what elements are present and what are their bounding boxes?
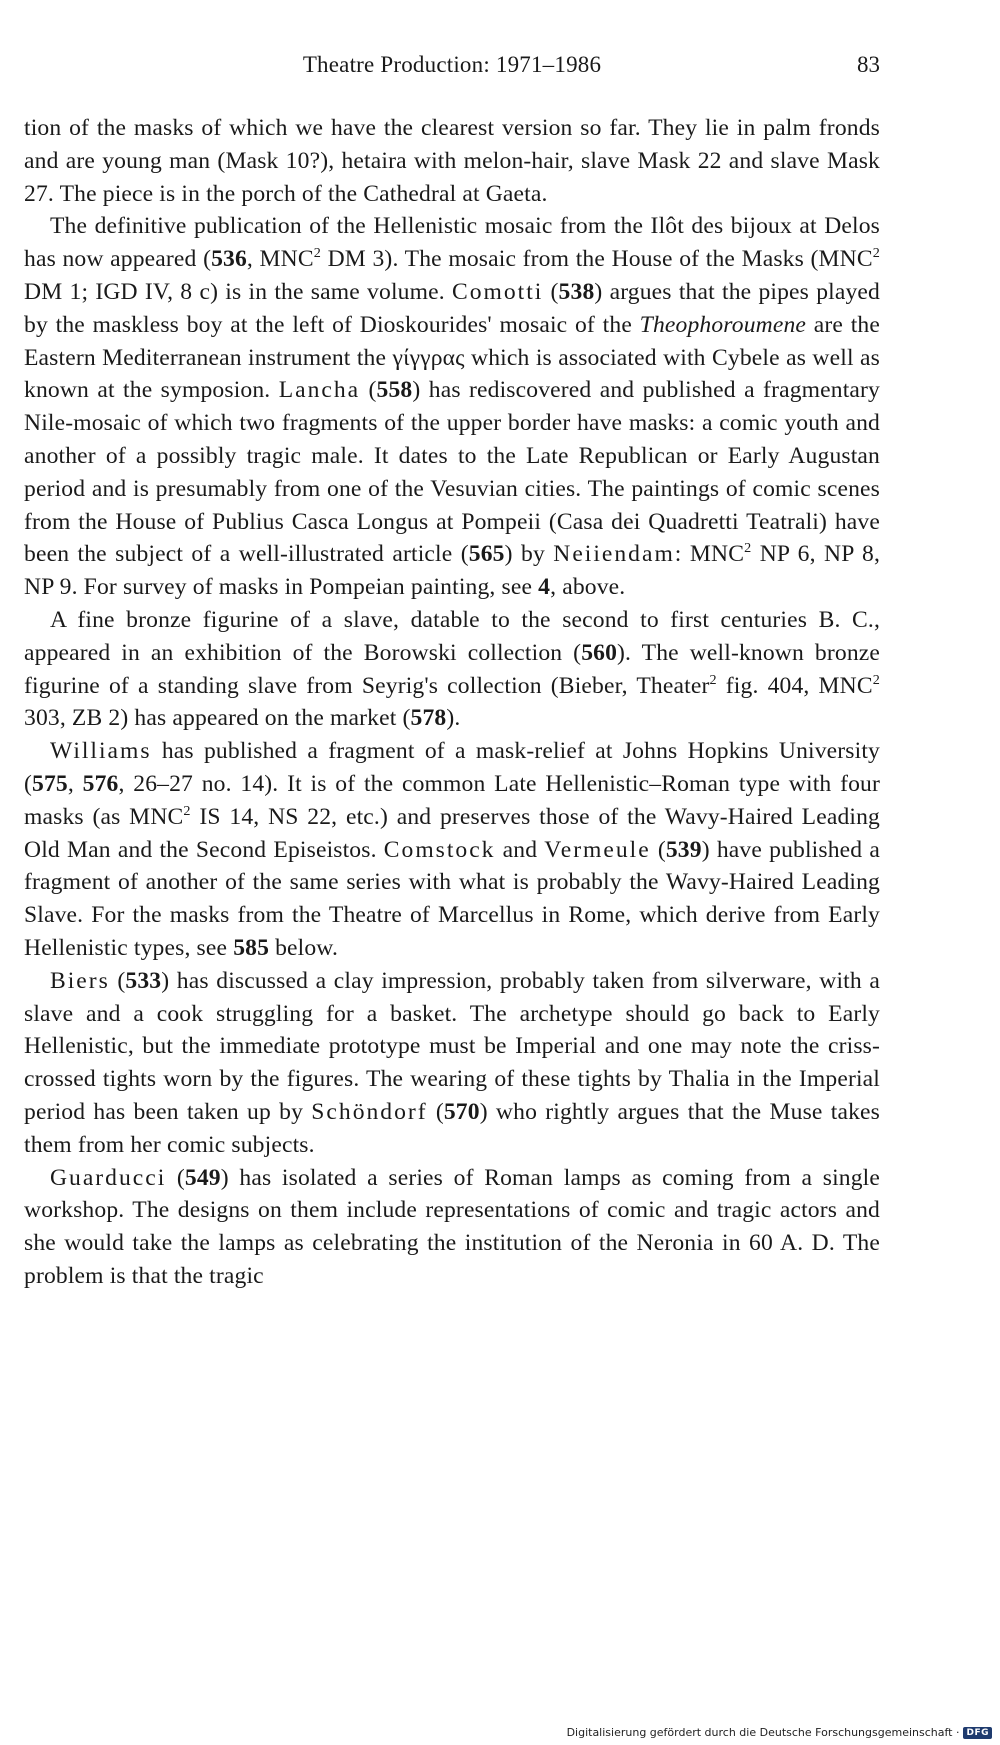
text-run: , MNC	[246, 246, 314, 273]
author-name: Williams	[50, 738, 152, 765]
reference-number: 533	[125, 967, 162, 994]
text-run: are the Eastern Mediterranean instrument the γίγγρας which is associated with Cybele as well as known at the symposion.	[24, 311, 881, 404]
text-run: ,	[67, 770, 83, 797]
paragraph	[24, 735, 880, 965]
reference-number: 539	[665, 836, 702, 863]
reference-number: 558	[376, 377, 413, 404]
author-name: Schöndorf	[311, 1098, 428, 1125]
author-name: Comotti	[451, 278, 544, 305]
text-run: ) by	[504, 541, 554, 568]
text-run: has published a fragment of a mask-relief at Johns Hopkins University (	[24, 738, 880, 797]
reference-number: 536	[211, 246, 247, 273]
page-header	[24, 52, 880, 88]
text-run: A fine bronze figurine of a slave, datable to the second to first centuries B. C., appeared in an exhibition of the Borowski collection (	[24, 606, 880, 666]
superscript: 2	[183, 802, 191, 819]
reference-number: 538	[558, 278, 595, 305]
superscript: 2	[709, 671, 717, 688]
superscript: 2	[872, 245, 880, 262]
text-run: ) argues that the pipes played by the maskless boy at the left of Dioskourides' mosaic of the	[24, 278, 880, 338]
paragraph	[24, 1162, 880, 1293]
text-run: ) has rediscovered and published a fragmentary Nile-mosaic of which two fragments of the upper border have masks: a comic youth and another of a possibly tragic male. It dates to the Late Republican or Early Augustan period and is presumably from one of the Vesuvian cities. The paintings of comic scenes from the House of Publius Casca Longus at Pompeii (Casa dei Quadretti Teatrali) have been the subject of a well-illustrated article (	[24, 377, 880, 568]
paragraph	[24, 604, 880, 735]
reference-number: 575	[32, 770, 68, 797]
reference-number: 578	[410, 705, 447, 732]
text-run: DM 1; IGD IV, 8 c) is in the same volume.	[24, 278, 452, 305]
text-run: ) have published a fragment of another of the same series with what is probably the Wavy-Haired Leading Slave. For the masks from the Theatre of Marcellus in Rome, which derive from Early Hellenistic types, see	[24, 836, 880, 961]
text-run: tion of the masks of which we have the clearest version so far. They lie in palm fronds and are young man (Mask 10?), hetaira with melon-hair, slave Mask 22 and slave Mask 27. The piece is in the porch of the Cathedral at Gaeta.	[24, 115, 880, 207]
author-name: Guarducci	[50, 1164, 167, 1191]
dfg-logo: DFG	[963, 1727, 992, 1739]
text-run: IS 14, NS 22, etc.) and preserves those of the Wavy-Haired Leading Old Man and the Second Episeistos.	[24, 803, 880, 863]
paragraph	[24, 965, 880, 1162]
reference-number: 585	[233, 934, 270, 961]
text-run: 303, ZB 2) has appeared on the market (	[24, 705, 411, 732]
author-name: Neiiendam	[553, 541, 675, 568]
reference-number: 570	[443, 1098, 480, 1125]
digitization-credit	[567, 1726, 992, 1739]
author-name: Comstock	[383, 836, 496, 863]
reference-number: 565	[468, 541, 505, 568]
superscript: 2	[744, 540, 752, 557]
text-run: NP 6, NP 8, NP 9. For survey of masks in Pompeian painting, see	[24, 541, 881, 601]
text-run: (	[109, 967, 126, 994]
text-run: (	[650, 836, 666, 863]
text-run: ).	[446, 705, 461, 732]
text-run: DM 3). The mosaic from the House of the Masks (MNC	[321, 246, 873, 273]
reference-number: 549	[184, 1164, 221, 1191]
text-run: , 26–27 no. 14). It is of the common Late Hellenistic–Roman type with four masks (as MNC	[24, 770, 880, 830]
text-run: (	[166, 1164, 185, 1191]
running-title: Theatre Production: 1971–1986	[302, 52, 602, 77]
paragraph	[24, 112, 880, 210]
body-text	[24, 112, 880, 1293]
text-run: and	[495, 836, 545, 863]
credit-text: Digitalisierung gefördert durch die Deutsche Forschungsgemeinschaft ·	[566, 1726, 960, 1739]
author-name: Lancha	[278, 377, 361, 404]
superscript: 2	[313, 245, 321, 262]
page-number: 83	[857, 52, 880, 77]
text-run: : MNC	[674, 541, 745, 568]
text-run: (	[543, 278, 559, 305]
text-run: ). The well-known bronze figurine of a standing slave from Seyrig's collection (Bieber, Theater	[24, 639, 881, 699]
italic-title: Theophoroumene	[639, 311, 807, 338]
author-name: Biers	[50, 967, 110, 994]
text-run: The definitive publication of the Hellenistic mosaic from the Ilôt des bijoux at Delos has now appeared (	[24, 213, 880, 273]
paragraph	[24, 210, 880, 604]
reference-number: 4	[538, 574, 551, 601]
author-name: Vermeule	[544, 836, 651, 863]
text-run: ) has discussed a clay impression, probably taken from silverware, with a slave and a cook struggling for a basket. The archetype should go back to Early Hellenistic, but the immediate prototype must be Imperial and one may note the criss-crossed tights worn by the figures. The wearing of these tights by Thalia in the Imperial period has been taken up by	[24, 967, 881, 1125]
text-run: , above.	[550, 574, 626, 601]
superscript: 2	[872, 671, 880, 688]
reference-number: 576	[82, 770, 119, 797]
text-run: ) who rightly argues that the Muse takes them from her comic subjects.	[24, 1098, 880, 1158]
text-run: below.	[269, 934, 339, 961]
text-run: ) has isolated a series of Roman lamps as coming from a single workshop. The designs on them include representations of comic and tragic actors and she would take the lamps as celebrating the institution of the Neronia in 60 A. D. The problem is that the tragic	[24, 1164, 880, 1289]
text-run: (	[427, 1098, 444, 1125]
reference-number: 560	[581, 639, 618, 666]
text-run: fig. 404, MNC	[716, 672, 873, 699]
text-run: (	[360, 377, 377, 404]
